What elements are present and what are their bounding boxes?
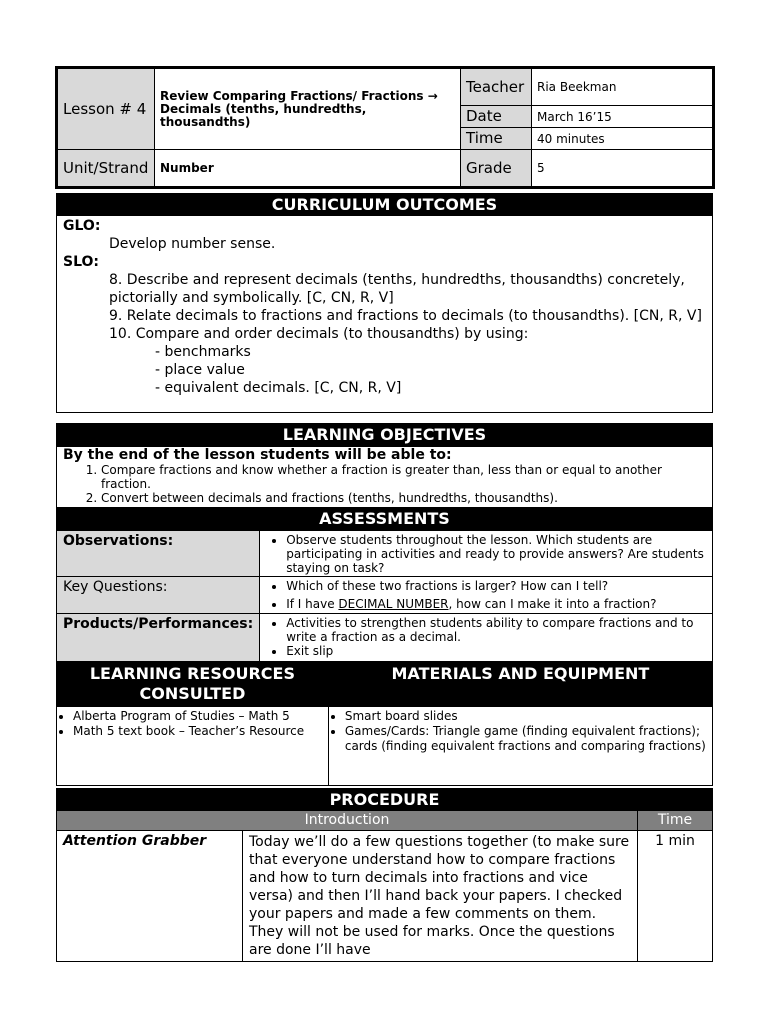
grade-value: 5 [532, 150, 714, 188]
key-questions-cell [260, 577, 713, 614]
slo-10-item: - benchmarks [155, 344, 251, 360]
key-question-2-underlined: DECIMAL NUMBER [338, 597, 449, 611]
curriculum-heading: CURRICULUM OUTCOMES [57, 194, 712, 216]
learning-resources-heading: LEARNING RESOURCES CONSULTED [57, 662, 329, 707]
objectives-heading: LEARNING OBJECTIVES [57, 424, 713, 447]
products-cell [260, 614, 713, 662]
procedure-heading: PROCEDURE [57, 789, 713, 811]
materials-heading: MATERIALS AND EQUIPMENT [328, 662, 712, 707]
time-value: 40 minutes [532, 128, 714, 150]
objectives-list [63, 463, 706, 505]
key-question-2-text: If I have [286, 597, 339, 611]
date-value: March 16’15 [532, 106, 714, 128]
slo-10-item: - equivalent decimals. [C, CN, R, V] [155, 380, 402, 396]
material-item: • Smart board slides [345, 709, 708, 724]
objectives-cell [57, 447, 713, 508]
glo-label: GLO: [63, 218, 101, 234]
curriculum-body [57, 216, 712, 397]
objectives-lead: By the end of the lesson students will be able to: [63, 447, 452, 463]
introduction-label: Introduction [57, 811, 638, 831]
objective-item: 2. Convert between decimals and fractions (tenths, hundredths, thousandths). [101, 491, 706, 505]
slo-9: 9. Relate decimals to fractions and fractions to decimals (to thousandths). [CN, R, V] [109, 308, 702, 324]
learning-resources-cell [57, 707, 329, 786]
time-label: Time [461, 128, 532, 150]
unit-value: Number [155, 150, 461, 188]
teacher-label: Teacher [461, 68, 532, 106]
curriculum-outcomes-section [56, 193, 713, 413]
observations-cell [260, 531, 713, 577]
materials-cell [328, 707, 712, 786]
assessments-heading: ASSESSMENTS [57, 508, 713, 531]
slo-10-item: - place value [155, 362, 245, 378]
grade-label: Grade [461, 150, 532, 188]
key-question-2 [286, 597, 708, 611]
lesson-title: Review Comparing Fractions/ Fractions → Decimals (tenths, hundredths, thousandths) [155, 68, 461, 150]
products-item-2: • Exit slip [286, 644, 708, 658]
lesson-number: Lesson # 4 [57, 68, 155, 150]
slo-10: 10. Compare and order decimals (to thousandths) by using: [109, 326, 529, 342]
attention-grabber-time: 1 min [638, 831, 713, 962]
attention-grabber-text: Today we’ll do a few questions together (to make sure that everyone understand how to compare fractions and how to turn decimals into fractions and vice versa) and then I’ll hand back your papers. I checked your papers and made a few comments on them. They will not be used for marks. Once the questions are done I’ll have [243, 831, 638, 962]
key-question-1: • Which of these two fractions is larger? How can I tell? [286, 579, 708, 593]
resource-item: • Alberta Program of Studies – Math 5 [73, 709, 324, 724]
time-column-label: Time [638, 811, 713, 831]
attention-grabber-label: Attention Grabber [57, 831, 243, 962]
unit-label: Unit/Strand [57, 150, 155, 188]
observations-label: Observations: [57, 531, 260, 577]
objective-item: 1. Compare fractions and know whether a fraction is greater than, less than or equal to another fraction. [101, 463, 706, 491]
material-item: • Games/Cards: Triangle game (finding equivalent fractions); cards (finding equivalent fractions and comparing fractions) [345, 724, 708, 754]
slo-label: SLO: [63, 254, 100, 270]
key-questions-label: Key Questions: [57, 577, 260, 614]
products-item-1: • Activities to strengthen students ability to compare fractions and to write a fraction as a decimal. [286, 616, 708, 644]
key-question-2-text-end: , how can I make it into a fraction? [448, 597, 657, 611]
products-label: Products/Performances: [57, 614, 260, 662]
glo-text: Develop number sense. [109, 236, 276, 252]
slo-8: 8. Describe and represent decimals (tenths, hundredths, thousandths) concretely, pictorially and symbolically. [C, CN, R, V] [109, 272, 685, 306]
procedure-table [56, 788, 713, 962]
observations-text: • Observe students throughout the lesson. Which students are participating in activities and ready to provide answers? Are students staying on task? [286, 533, 708, 575]
resource-item: • Math 5 text book – Teacher’s Resource [73, 724, 324, 739]
teacher-value: Ria Beekman [532, 68, 714, 106]
date-label: Date [461, 106, 532, 128]
objectives-assessments-table [56, 423, 713, 786]
lesson-header-table [55, 66, 715, 189]
